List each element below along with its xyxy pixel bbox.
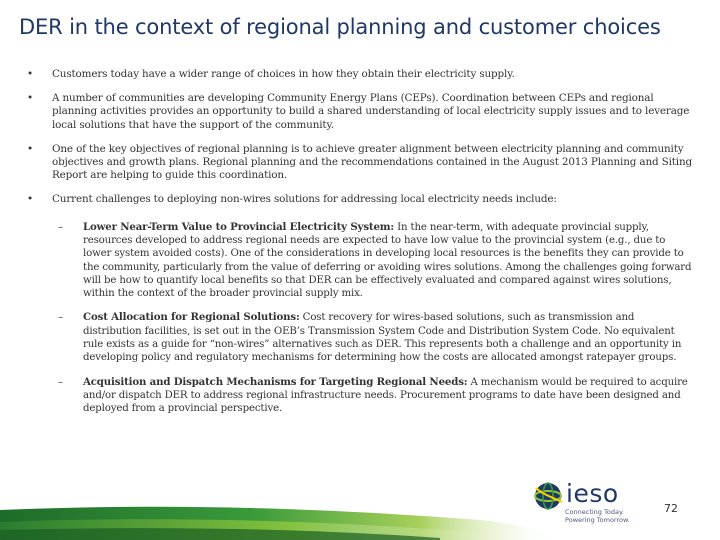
page-number: 72 — [664, 502, 678, 515]
bullet-text: A number of communities are developing Community Energy Plans (CEPs). Coordination between CEPs and regional planning activities provides an opportunity to build a shared understanding of local electricity supply issues and to leverage local solutions that have the support of the community. — [52, 92, 690, 131]
slide-content — [24, 68, 694, 426]
bullet-item — [24, 143, 694, 183]
dash-marker: – — [58, 312, 63, 324]
sub-item — [58, 375, 693, 416]
bullet-item — [24, 92, 694, 132]
dash-marker: – — [58, 221, 63, 233]
bullet-marker: • — [27, 193, 33, 206]
bullet-item — [24, 193, 694, 206]
sub-item-heading: Lower Near-Term Value to Provincial Electricity System: — [83, 220, 395, 233]
bullet-text: Customers today have a wider range of choices in how they obtain their electricity supply. — [52, 68, 515, 80]
sub-item-heading: Acquisition and Dispatch Mechanisms for Targeting Regional Needs: — [83, 375, 468, 388]
bullet-text: One of the key objectives of regional planning is to achieve greater alignment between electricity planning and community objectives and growth plans. Regional planning and the recommendations contained in the August 2013 Planning and Siting Report are helping to guide this coordination. — [52, 142, 693, 182]
bullet-text: Current challenges to deploying non-wires solutions for addressing local electricity needs include: — [52, 193, 557, 206]
logo-tagline: Powering Tomorrow. — [565, 516, 630, 524]
sub-item-text: In the near-term, with adequate provincial supply, resources developed to address regional needs are expected to have low value to the provincial system (e.g., due to lower system avoided costs). One of the considerations in developing local resources is the benefits they can provide to the community, particularly from the value of deferring or avoiding wires solutions. Among the challenges going forward will be how to quantify local benefits so that DER can be effectively evaluated and compared against wires solutions, within the context of the broader provincial supply mix. — [83, 221, 692, 300]
bullet-item — [24, 68, 694, 81]
sub-item — [58, 311, 693, 364]
bullet-marker: • — [27, 68, 33, 80]
slide-title: DER in the context of regional planning and customer choices — [19, 15, 661, 39]
sub-item-text: A mechanism would be required to acquire and/or dispatch DER to address regional infrastructure needs. Procurement programs to date have been designed and deployed from a provincial perspective. — [83, 376, 688, 415]
ieso-logo-text: ieso — [566, 479, 619, 508]
dash-marker: – — [58, 376, 63, 388]
logo-tagline: Connecting Today. — [565, 508, 624, 516]
bullet-marker: • — [27, 92, 33, 105]
sub-item — [58, 220, 693, 301]
bullet-marker: • — [27, 142, 33, 155]
sub-item-heading: Cost Allocation for Regional Solutions: — [83, 311, 300, 324]
sub-item-text: Cost recovery for wires-based solutions, such as transmission and distribution facilities, is set out in the OEB’s Transmission System Code and Distribution System Code. No equivalent rule exists as a guide for “non-wires” alternatives such as DER. This represents both a challenge and an opportunity in developing policy and regulatory mechanisms for determining how the costs are allocated amongst ratepayer groups. — [83, 312, 682, 364]
